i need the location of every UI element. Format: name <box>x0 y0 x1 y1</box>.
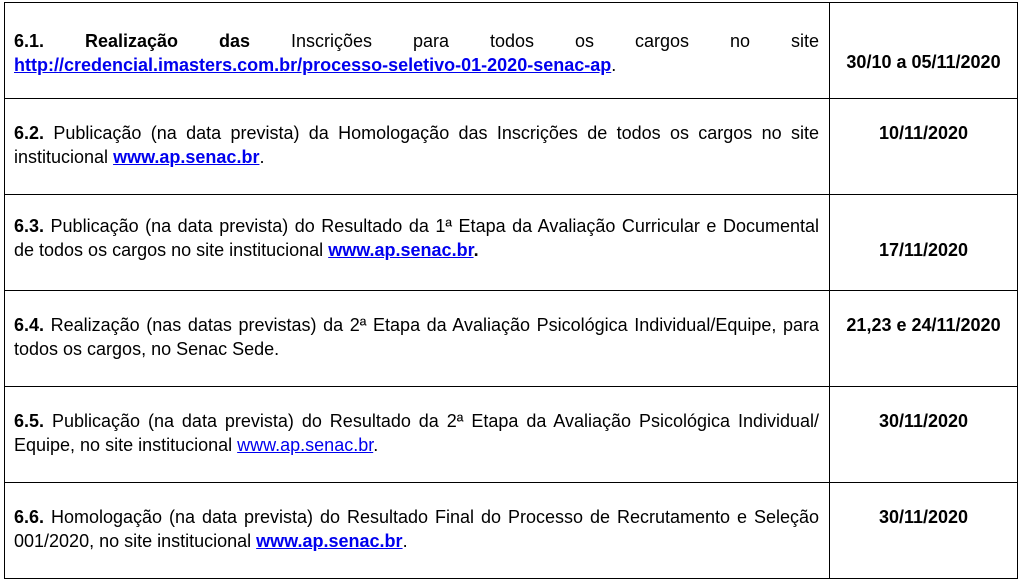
item-text: Realização (nas datas previstas) da 2ª Etapa da Avaliação Psicológica Individual/Equipe, para todos os cargos, no Senac Sede. <box>14 315 819 359</box>
item-text: Homologação (na data prevista) do Resultado Final do Processo de Recrutamento e Seleção 001/2020, no site institucional <box>14 507 819 551</box>
row-description <box>5 387 830 483</box>
row-date-cell <box>830 483 1018 579</box>
row-date-cell <box>830 291 1018 387</box>
row-description <box>5 195 830 291</box>
item-number: 6.6. <box>14 507 45 527</box>
item-number: 6.4. <box>14 315 45 335</box>
item-number: 6.3. <box>14 216 45 236</box>
row-date: 30/10 a 05/11/2020 <box>846 51 1001 72</box>
row-date-cell <box>830 195 1018 291</box>
bold-lead: Realização das <box>85 31 251 51</box>
item-end: . <box>373 435 379 455</box>
item-text: Publicação (na data prevista) da Homologação das Inscrições de todos os cargos no site institucional <box>14 123 819 167</box>
row-date: 30/11/2020 <box>878 411 969 431</box>
row-date-cell <box>830 387 1018 483</box>
table-row <box>5 291 1018 387</box>
item-text: Publicação (na data prevista) do Resultado da 2ª Etapa da Avaliação Psicológica Individual/ Equipe, no site institucional <box>14 411 819 455</box>
row-date: 30/11/2020 <box>878 507 969 527</box>
table-row <box>5 483 1018 579</box>
table-row <box>5 387 1018 483</box>
row-description <box>5 483 830 579</box>
site-link[interactable]: www.ap.senac.br <box>328 240 474 260</box>
item-text: Publicação (na data prevista) do Resultado da 1ª Etapa da Avaliação Curricular e Documental de todos os cargos no site institucional <box>14 216 819 260</box>
site-link[interactable]: www.ap.senac.br <box>237 435 374 455</box>
row-date: 10/11/2020 <box>878 123 969 143</box>
row-date: 21,23 e 24/11/2020 <box>846 315 1001 335</box>
row-description <box>5 3 830 99</box>
item-end: . <box>402 531 408 551</box>
item-end: . <box>611 55 617 75</box>
item-end: . <box>259 147 265 167</box>
table-row <box>5 99 1018 195</box>
table-row <box>5 195 1018 291</box>
row-description <box>5 99 830 195</box>
row-date-cell <box>830 3 1018 99</box>
site-link[interactable]: http://credencial.imasters.com.br/processo-seletivo-01-2020-senac-ap <box>14 55 612 75</box>
site-link[interactable]: www.ap.senac.br <box>113 147 260 167</box>
item-end: . <box>473 240 479 260</box>
item-text: Inscrições para todos os cargos no site <box>250 31 819 51</box>
table-row <box>5 3 1018 99</box>
item-number: 6.1. <box>14 31 45 51</box>
row-date-cell <box>830 99 1018 195</box>
site-link[interactable]: www.ap.senac.br <box>256 531 403 551</box>
row-description <box>5 291 830 387</box>
row-date: 17/11/2020 <box>878 240 969 260</box>
item-number: 6.2. <box>14 123 45 143</box>
schedule-table <box>4 2 1018 579</box>
item-number: 6.5. <box>14 411 45 431</box>
